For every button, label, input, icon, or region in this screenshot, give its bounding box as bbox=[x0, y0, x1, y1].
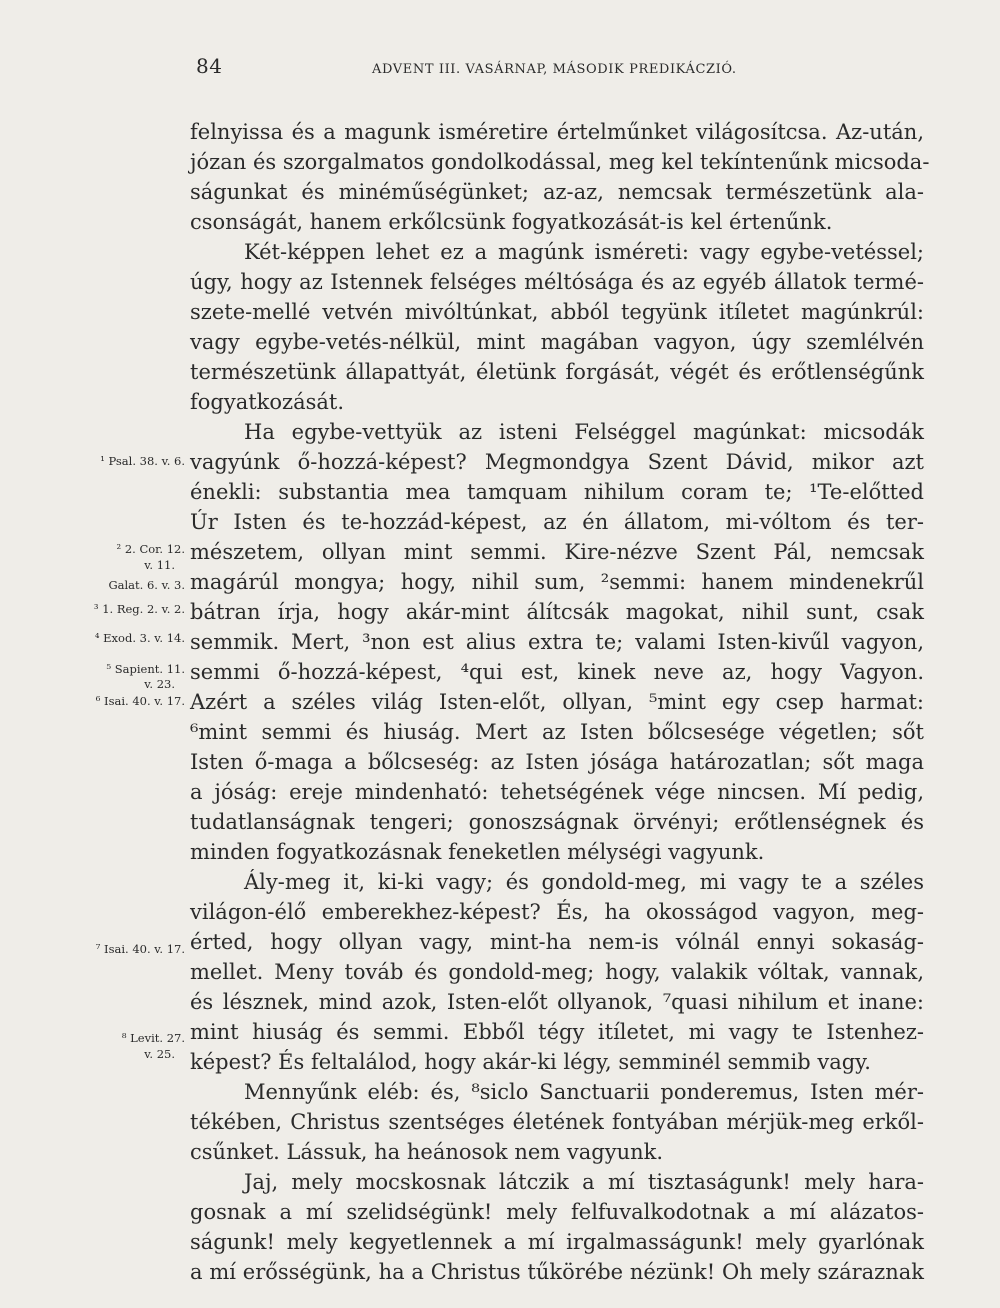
text-line: mellet. Meny továb és gondold-meg; hogy, valakik vóltak, vannak, bbox=[190, 960, 924, 984]
text-line: Úr Isten és te-hozzád-képest, az én állatom, mi-vóltom és ter- bbox=[190, 510, 924, 534]
text-line: Isten ő-maga a bőlcseség: az Isten jósága határozatlan; sőt maga bbox=[190, 750, 924, 774]
text-line: ságunkat és minéműségünket; az-az, nemcsak természetünk ala- bbox=[190, 180, 924, 204]
text-line: csűnket. Lássuk, ha heánosok nem vagyunk. bbox=[190, 1140, 664, 1164]
text-line: tékében, Christus szentséges életének fontyában mérjük-meg erkől- bbox=[190, 1110, 924, 1134]
margin-note: ³ 1. Reg. 2. v. 2. bbox=[93, 602, 185, 616]
running-head: ADVENT III. VASÁRNAP, MÁSODIK PREDIKÁCZIÓ. bbox=[372, 62, 737, 77]
text-line: józan és szorgalmatos gondolkodással, meg kel tekíntenűnk micsoda- bbox=[190, 150, 930, 174]
text-line: mint hiuság és semmi. Ebből tégy itíletet, mi vagy te Istenhez- bbox=[190, 1020, 924, 1044]
text-line: ságunk! mely kegyetlennek a mí irgalmasságunk! mely gyarlónak bbox=[190, 1230, 924, 1254]
text-line: szete-mellé vetvén mivóltúnkat, abból tegyünk itíletet magúnkrúl: bbox=[190, 300, 924, 324]
text-line: magárúl mongya; hogy, nihil sum, ²semmi: hanem mindenekrűl bbox=[190, 570, 924, 594]
text-line: tudatlanságnak tengeri; gonoszságnak örvényi; erőtlenségnek és bbox=[190, 810, 924, 834]
margin-note: ⁴ Exod. 3. v. 14. bbox=[94, 631, 185, 645]
text-line: minden fogyatkozásnak feneketlen mélységi vagyunk. bbox=[190, 840, 765, 864]
text-line: semmik. Mert, ³non est alius extra te; valami Isten-kivűl vagyon, bbox=[190, 630, 924, 654]
margin-note: v. 23. bbox=[144, 677, 175, 691]
text-line: úgy, hogy az Istennek felséges méltósága és az egyéb állatok termé- bbox=[190, 270, 924, 294]
text-line: vagyúnk ő-hozzá-képest? Megmondgya Szent Dávid, mikor azt bbox=[190, 450, 924, 474]
text-line: semmi ő-hozzá-képest, ⁴qui est, kinek neve az, hogy Vagyon. bbox=[190, 660, 924, 684]
text-line: vagy egybe-vetés-nélkül, mint magában vagyon, úgy szemlélvén bbox=[190, 330, 924, 354]
text-line: Azért a széles világ Isten-előt, ollyan, ⁵mint egy csep harmat: bbox=[190, 690, 924, 714]
text-line: fogyatkozását. bbox=[190, 390, 345, 414]
text-line: és lésznek, mind azok, Isten-előt ollyanok, ⁷quasi nihilum et inane: bbox=[190, 990, 924, 1014]
page-number: 84 bbox=[196, 54, 223, 78]
text-line: a mí erősségünk, ha a Christus tűkörébe nézünk! Oh mely száraznak bbox=[190, 1260, 924, 1284]
margin-note: ¹ Psal. 38. v. 6. bbox=[100, 454, 185, 468]
margin-note: ² 2. Cor. 12. bbox=[116, 542, 185, 556]
text-line: énekli: substantia mea tamquam nihilum coram te; ¹Te-előtted bbox=[190, 480, 924, 504]
margin-note: ⁶ Isai. 40. v. 17. bbox=[95, 694, 185, 708]
text-line: bátran írja, hogy akár-mint álítcsák magokat, nihil sunt, csak bbox=[190, 600, 924, 624]
margin-note: v. 11. bbox=[144, 558, 175, 572]
text-line: felnyissa és a magunk isméretire értelműnket világosítcsa. Az-után, bbox=[190, 120, 924, 144]
text-line: Ály-meg it, ki-ki vagy; és gondold-meg, mi vagy te a széles bbox=[244, 870, 924, 894]
text-line: Mennyűnk eléb: és, ⁸siclo Sanctuarii ponderemus, Isten mér- bbox=[244, 1080, 924, 1104]
text-line: ⁶mint semmi és hiuság. Mert az Isten bőlcsesége végetlen; sőt bbox=[190, 720, 924, 744]
text-line: Jaj, mely mocskosnak látczik a mí tisztaságunk! mely hara- bbox=[244, 1170, 924, 1194]
margin-note: ⁷ Isai. 40. v. 17. bbox=[95, 942, 185, 956]
text-line: gosnak a mí szelidségünk! mely felfuvalkodotnak a mí alázatos- bbox=[190, 1200, 924, 1224]
text-line: Két-képpen lehet ez a magúnk isméreti: vagy egybe-vetéssel; bbox=[244, 240, 924, 264]
text-line: világon-élő emberekhez-képest? És, ha okosságod vagyon, meg- bbox=[190, 900, 924, 924]
text-line: képest? És feltalálod, hogy akár-ki légy, semminél semmib vagy. bbox=[190, 1050, 871, 1074]
text-line: csonságát, hanem erkőlcsünk fogyatkozását-is kel értenűnk. bbox=[190, 210, 833, 234]
text-line: mészetem, ollyan mint semmi. Kire-nézve Szent Pál, nemcsak bbox=[190, 540, 924, 564]
margin-note: v. 25. bbox=[144, 1047, 175, 1061]
text-line: a jóság: ereje mindenható: tehetségének vége nincsen. Mí pedig, bbox=[190, 780, 924, 804]
text-line: természetünk állapattyát, életünk forgását, végét és erőtlenségűnk bbox=[190, 360, 924, 384]
margin-note: ⁸ Levit. 27. bbox=[121, 1031, 185, 1045]
margin-note: Galat. 6. v. 3. bbox=[108, 578, 185, 592]
text-line: Ha egybe-vettyük az isteni Felséggel magúnkat: micsodák bbox=[244, 420, 924, 444]
text-line: érted, hogy ollyan vagy, mint-ha nem-is vólnál ennyi sokaság- bbox=[190, 930, 924, 954]
margin-note: ⁵ Sapient. 11. bbox=[106, 662, 185, 676]
